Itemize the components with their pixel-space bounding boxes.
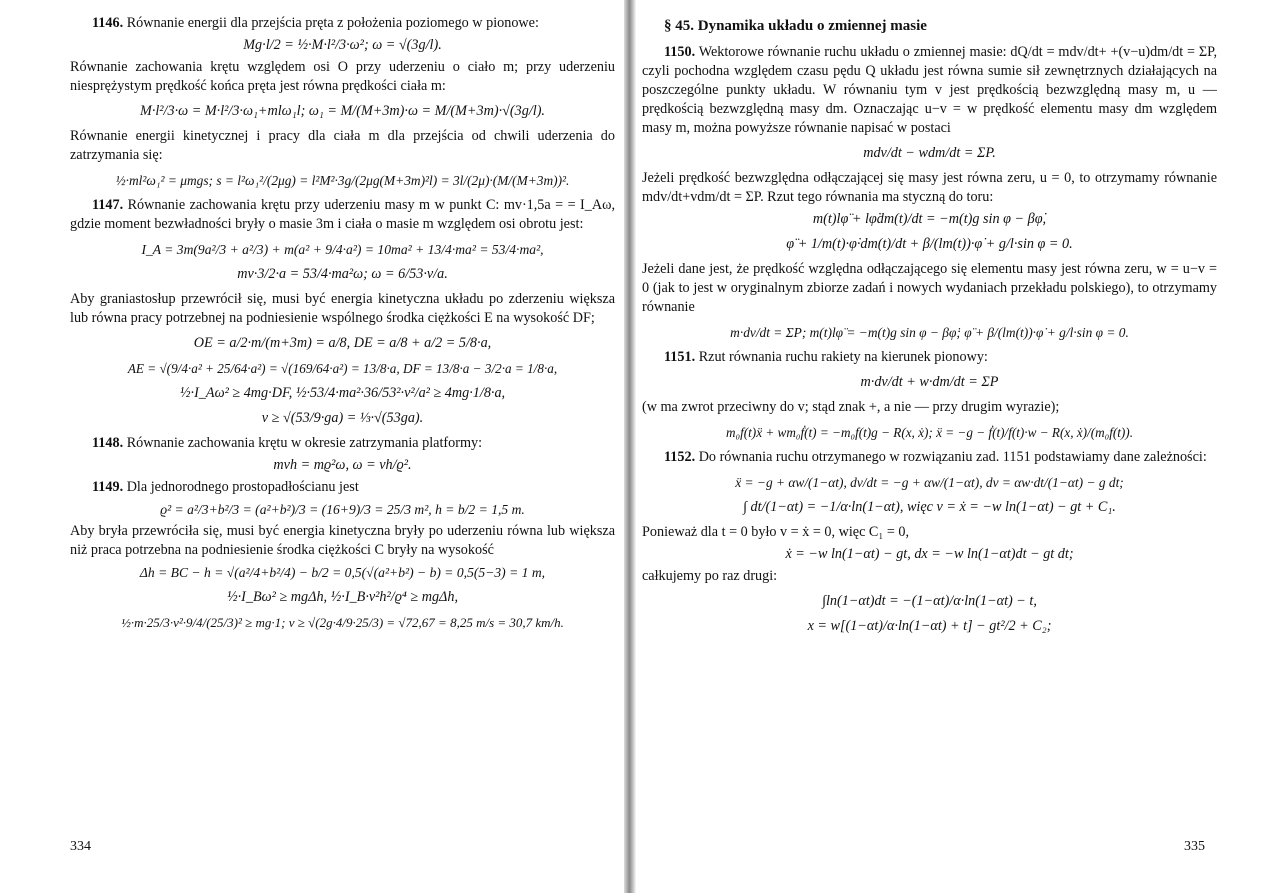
equation: m·dv/dt + w·dm/dt = ΣP <box>860 374 999 390</box>
paragraph: Równanie energii kinetycznej i pracy dla ciała m dla przejścia od chwili uderzenia do zatrzymania się: <box>70 128 615 163</box>
problem-number: 1148. <box>92 435 124 451</box>
equation: ∫ dt/(1−αt) = −1/α·ln(1−αt), więc v = ẋ = −w ln(1−αt) − gt + C₁. <box>743 499 1116 515</box>
problem-1148 <box>70 434 615 453</box>
problem-text: Do równania ruchu otrzymanego w rozwiązaniu zad. 1151 podstawiamy dane zależności: <box>698 449 1207 465</box>
problem-number: 1151. <box>664 349 696 365</box>
paragraph: całkujemy po raz drugi: <box>642 568 778 584</box>
equation: φ̈ + 1/m(t)·φ̇·dm(t)/dt + β/(lm(t))·φ̇ + g/l·sin φ = 0. <box>786 236 1073 252</box>
paragraph: Jeżeli prędkość bezwzględna odłączającej się masy jest równa zeru, u = 0, to otrzymamy równanie mdv/dt+vdm/dt = ΣP. Rzut tego równania ma styczną do toru: <box>642 170 1217 205</box>
problem-1151 <box>642 348 1217 367</box>
equation: v ≥ √(53/9·ga) = ⅓·√(53ga). <box>261 410 424 426</box>
problem-text: Równanie energii dla przejścia pręta z położenia poziomego w pionowe: <box>126 15 539 31</box>
equation: m·dv/dt = ΣP; m(t)lφ̈ = −m(t)g sin φ − βφ̇; φ̈ + β/(lm(t))·φ̇ + g/l·sin φ = 0. <box>730 325 1129 340</box>
equation: mdv/dt − wdm/dt = ΣP. <box>863 145 996 161</box>
equation: AE = √(9/4·a² + 25/64·a²) = √(169/64·a²) = 13/8·a, DF = 13/8·a − 3/2·a = 1/8·a, <box>127 361 558 376</box>
equation: M·l²/3·ω = M·l²/3·ω₁+mlω₁l; ω₁ = M/(M+3m)·ω = M/(M+3m)·√(3g/l). <box>140 103 545 119</box>
equation: ½·ml²ω₁² = μmgs; s = l²ω₁²/(2μg) = l²M²·3g/(2μg(M+3m)²l) = 3l/(2μ)·(M/(M+3m))². <box>115 173 570 188</box>
left-text-column <box>70 14 615 638</box>
page-number: 335 <box>1184 839 1205 854</box>
problem-text: Równanie zachowania krętu przy uderzeniu masy m w punkt C: mv·1,5a = = I_Aω, gdzie moment bezwładności bryły o masie 3m i ciała o masie m względem osi obrotu jest: <box>70 197 616 232</box>
problem-text: Równanie zachowania krętu w okresie zatrzymania platformy: <box>126 435 483 451</box>
equation: x = w[(1−αt)/α·ln(1−αt) + t] − gt²/2 + C₂; <box>807 618 1052 634</box>
equation: m(t)lφ̈ + lφ̇dm(t)/dt = −m(t)g sin φ − βφ̇, <box>812 211 1047 227</box>
equation: OE = a/2·m/(m+3m) = a/8, DE = a/8 + a/2 = 5/8·a, <box>193 335 492 351</box>
paragraph: Aby graniastosłup przewrócił się, musi być energia kinetyczna układu po zderzeniu większa lub równa pracy potrzebnej na podniesienie wspólnego środka ciężkości E na wysokość DF; <box>70 291 615 326</box>
equation: ẋ = −w ln(1−αt) − gt, dx = −w ln(1−αt)dt − gt dt; <box>785 546 1074 562</box>
right-text-column <box>642 14 1217 642</box>
problem-number: 1147. <box>92 197 124 213</box>
paragraph: (w ma zwrot przeciwny do v; stąd znak +, a nie — przy drugim wyrazie); <box>642 399 1060 415</box>
equation: m₀f(t)ẍ + wm₀ḟ(t) = −m₀f(t)g − R(x, ẋ); ẍ = −g − ḟ(t)/f(t)·w − R(x, ẋ)/(m₀f(t)). <box>725 425 1133 440</box>
problem-text: Dla jednorodnego prostopadłościanu jest <box>126 479 359 495</box>
problem-text: Rzut równania ruchu rakiety na kierunek pionowy: <box>698 349 988 365</box>
equation: ∫ln(1−αt)dt = −(1−αt)/α·ln(1−αt) − t, <box>822 593 1037 609</box>
right-page <box>628 0 1263 893</box>
problem-number: 1152. <box>664 449 696 465</box>
section-title: § 45. Dynamika układu o zmiennej masie <box>664 18 927 34</box>
paragraph: Równanie zachowania krętu względem osi O przy uderzeniu o ciało m; przy uderzeniu niesprężystym prędkość końca pręta jest równa prędkości ciała m: <box>70 59 615 94</box>
equation: ½·I_Bω² ≥ mgΔh, ½·I_B·v²h²/ϱ⁴ ≥ mgΔh, <box>226 589 459 605</box>
problem-text: Wektorowe równanie ruchu układu o zmiennej masie: dQ/dt = mdv/dt+ +(v−u)dm/dt = ΣP, czyli pochodna względem czasu pędu Q układu jest równa sumie sił zewnętrznych działających na poszczególne punkty układu. W równaniu tym v jest prędkością bezwzględną masy m, u — prędkością bezwzględną masy dm. Oznaczając u−v = w prędkość elementu masy dm względem masy m, można powyższe równanie napisać w postaci <box>642 44 1217 136</box>
equation: ½·I_Aω² ≥ 4mg·DF, ½·53/4·ma²·36/53²·v²/a² ≥ 4mg·1/8·a, <box>179 385 506 401</box>
problem-1149 <box>70 478 615 497</box>
equation: Mg·l/2 = ½·M·l²/3·ω²; ω = √(3g/l). <box>243 37 442 53</box>
equation: mv·3/2·a = 53/4·ma²ω; ω = 6/53·v/a. <box>237 266 448 282</box>
problem-1150 <box>642 43 1217 138</box>
paragraph: Ponieważ dla t = 0 było v = ẋ = 0, więc C₁ = 0, <box>642 524 910 540</box>
equation: ϱ² = a²/3+b²/3 = (a²+b²)/3 = (16+9)/3 = 25/3 m², h = b/2 = 1,5 m. <box>160 502 525 517</box>
equation: Δh = BC − h = √(a²/4+b²/4) − b/2 = 0,5(√(a²+b²) − b) = 0,5(5−3) = 1 m, <box>139 565 546 580</box>
equation: I_A = 3m(9a²/3 + a²/3) + m(a² + 9/4·a²) = 10ma² + 13/4·ma² = 53/4·ma², <box>141 242 544 257</box>
problem-number: 1150. <box>664 44 696 60</box>
paragraph: Jeżeli dane jest, że prędkość względna odłączającego się elementu masy jest równa zeru, w = u−v = 0 (jak to jest w oryginalnym zbiorze zadań i nowych wydaniach przekładu polskiego), to otrzymamy równanie <box>642 261 1217 315</box>
left-page <box>0 0 628 893</box>
page-number: 334 <box>70 839 91 854</box>
problem-1146 <box>70 14 615 33</box>
equation: mvh = mϱ²ω, ω = vh/ϱ². <box>273 457 412 473</box>
problem-1147 <box>70 196 615 234</box>
problem-number: 1149. <box>92 479 124 495</box>
equation: ẍ = −g + αw/(1−αt), dv/dt = −g + αw/(1−αt), dv = αw·dt/(1−αt) − g dt; <box>735 475 1124 490</box>
paragraph: Aby bryła przewróciła się, musi być energia kinetyczna bryły po uderzeniu równa lub większa niż praca potrzebna na podniesienie środka ciężkości C bryły na wysokość <box>70 523 615 558</box>
equation: ½·m·25/3·v²·9/4/(25/3)² ≥ mg·1; v ≥ √(2g·4/9·25/3) = √72,67 = 8,25 m/s = 30,7 km/h. <box>121 615 564 630</box>
problem-1152 <box>642 448 1217 467</box>
problem-number: 1146. <box>92 15 124 31</box>
